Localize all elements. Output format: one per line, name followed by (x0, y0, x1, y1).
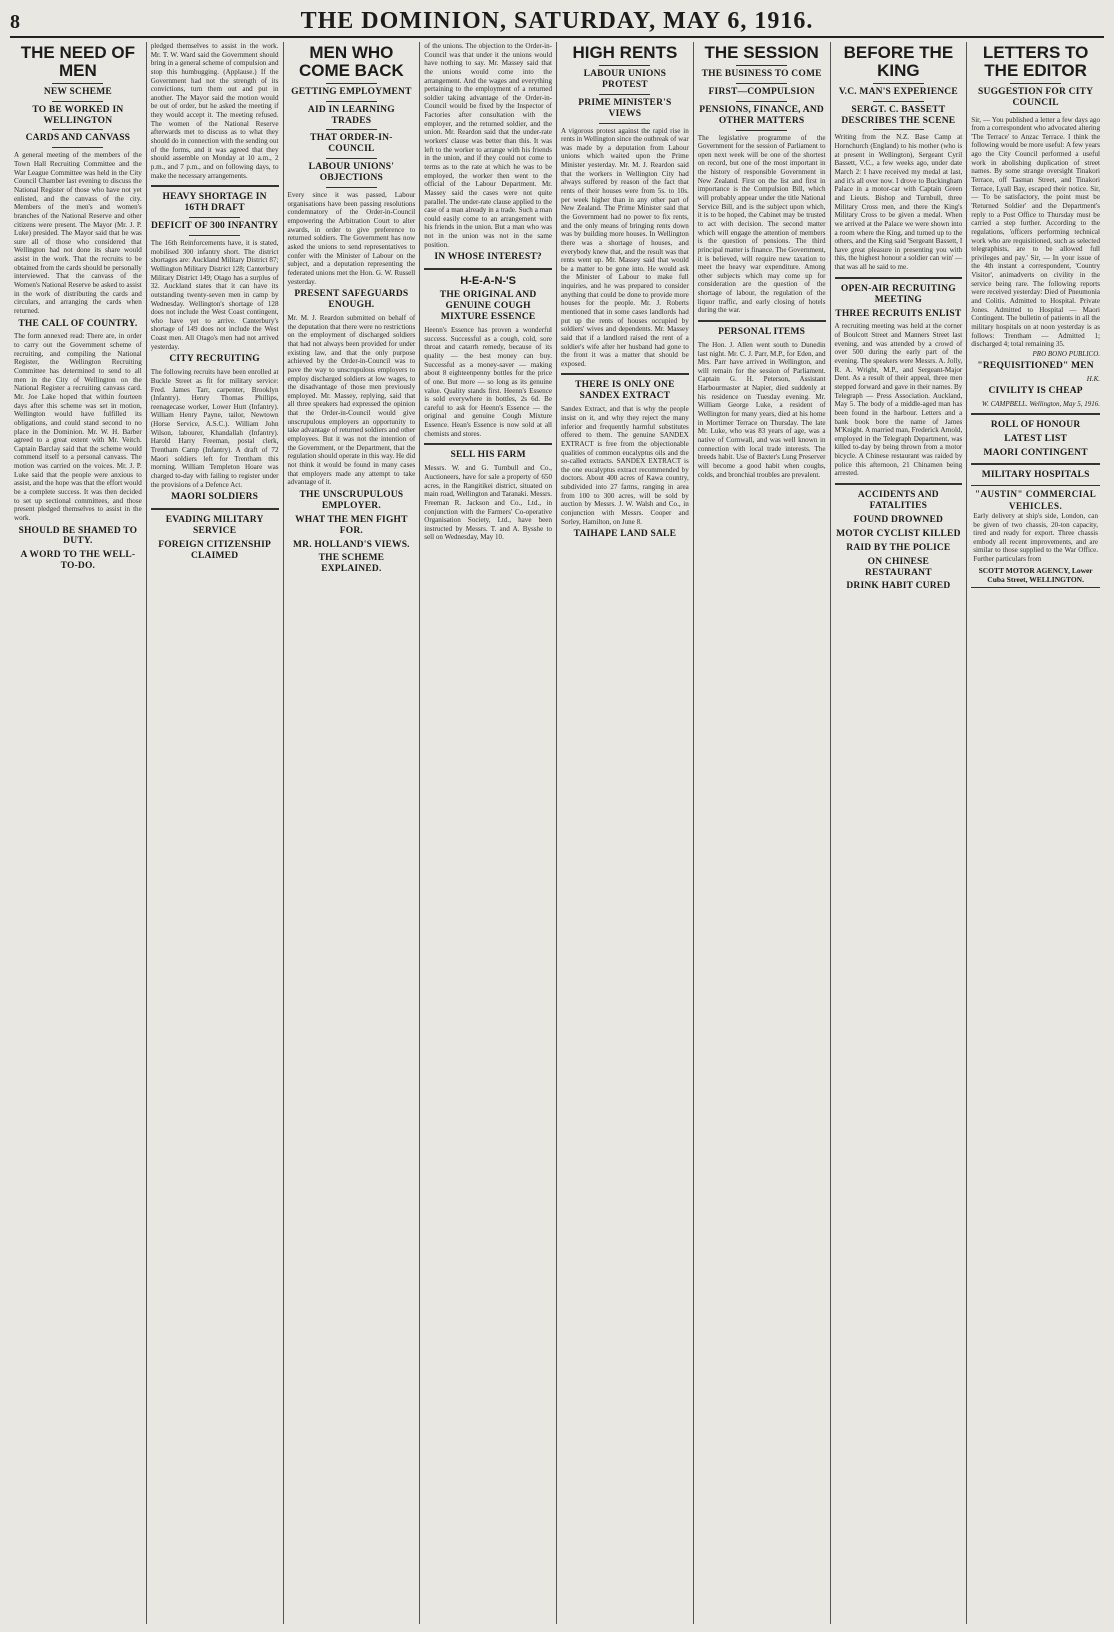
headline-need-of-men: THE NEED OF MEN (20, 43, 136, 80)
article-body: The 16th Reinforcements have, it is stated, mobilised 300 infantry short. The district shortages are: Auckland Military District 87; Wellington Military District 128; Canterbury Military District 149; Otago has a surplus of 32. Auckland states that it can have its outstanding twenty-seven men in camp by Wednesday. Wellington's shortage of 128 does not include the West Coast contingent, who have yet to arrive. Canterbury's shortage of 149 does not include the West Coast men. All Otago's men had not arrived yesterday. (150, 239, 279, 351)
subhead: THAT ORDER-IN-COUNCIL (310, 133, 393, 155)
subhead: RAID BY THE POLICE (846, 542, 951, 553)
column-3 (284, 42, 421, 1624)
subhead: FOREIGN CITIZENSHIP CLAIMED (158, 540, 272, 561)
subhead: V.C. MAN'S EXPERIENCE (838, 86, 958, 97)
advertisement-austin (971, 485, 1100, 588)
subhead: SHOULD BE SHAMED TO DUTY. (18, 525, 138, 547)
headline-men-who-come-back: MEN WHO COME BACK (298, 43, 404, 80)
subhead: EVADING MILITARY SERVICE (165, 515, 264, 537)
subhead: MOTOR CYCLIST KILLED (836, 528, 961, 539)
letter-signature: H.K. (1086, 374, 1100, 383)
subhead: THE CALL OF COUNTRY. (18, 318, 138, 329)
subhead: WHAT THE MEN FIGHT FOR. (295, 514, 408, 536)
letters-body: Sir, — You published a letter a few days ago from a correspondent who advocated altering 'The Terrace' to Anzac Terrace. I think the following would be more useful: A few years ago the City Council performed a useful work in abolishing duplication of street names. By some strange oversight Tinakori Terrace, off Tasman Street, and Tinakori Terrace, Lyall Bay, escaped their notice. Sir, — To be satisfactory, the point must be 'Returned Soldier' and the Department's reply to a Post Office to Thursday must be carried a step further. According to the regulations, 'officers performing technical work who are requisitioned, such as selected telegraphists, are to be allowed full privileges and pay.' Sir, — In your issue of the 4th instant a correspondent, 'Country Visitor', animadverts on civility in the service being rare. The following reports were received yesterday: Died of Pneumonia and Colitis. Admitted to Hospital. Private Jones. Admitted to Hospital — Maori Contingent. The bulletin of patients in all the military hospitals on at noon yesterday is as follows: Trentham — Admitted 1; discharged 4; total remaining 35. (971, 115, 1100, 349)
article-body: A recruiting meeting was held at the corner of Boulcott Street and Manners Street last evening, and was attended by a crowd of over 500 during the early part of the evening. The speakers were Messrs. A. Jolly, R. A. Wright, M.P., and Sergeant-Major Dent. As a result of their appeal, three men stepped forward and gave in their names. By Telegraph — Press Association. Auckland, May 5. The body of a middle-aged man has been found in the harbour. Letters and a bank book bore the name of James M'Knight. A married man, Frederick Arnold, employed in the Telegraph Department, was killed to-day by being thrown from a motor bicycle. A Chinese restaurant was raided by police this afternoon, 21 Chinamen being arrested. (834, 322, 963, 478)
subhead: THERE IS ONLY ONE SANDEX EXTRACT (575, 380, 675, 402)
subhead: ROLL OF HONOUR (990, 419, 1081, 430)
page-number: 8 (10, 11, 20, 33)
ad-heading-heenns: H-E-A-N-'S (460, 275, 517, 288)
subhead: GETTING EMPLOYMENT (291, 86, 412, 97)
column-8 (967, 42, 1104, 1624)
article-body: The legislative programme of the Government for the session of Parliament to open next week will be one of the shortest on record, but one of the most important in the history of responsible Government in New Zealand. First on the list and first in importance is the Compulsion Bill, which will probably appear under the title National Service Bill, and is the subject upon which, it is to be hoped, the Cabinet may be trusted to act with decision. The second matter which will engage the attention of members is the question of pensions. The third principal matter is finance. The Government, it is believed, will require new taxation to meet the heavy war expenditure. Among other subjects which may come up for consideration are the question of the shortage of labour, the regulation of the liquor traffic, and early closing of hotels during the war. (697, 133, 826, 315)
subhead: OPEN-AIR RECRUITING MEETING (840, 283, 956, 305)
subhead: PENSIONS, FINANCE, AND OTHER MATTERS (699, 104, 824, 126)
subhead: CITY RECRUITING (169, 354, 260, 365)
article-body: A general meeting of the members of the Town Hall Recruiting Committee and the War League Committee was held in the City Council Chamber last evening to discuss the National Register of those who have not yet enlisted, and the canvass of the city. Members of the men's and women's branches of the National Reserve and other citizens were present. The Mayor (Mr. J. P. Luke) presided. The Mayor said that he was sure all of those who considered that Wellington had not done its share would assist in the work. That the recruits to be obtained from the cards should be personally interviewed. That the canvass of the Women's National Reserve be asked to assist in the work of distributing the cards and circulars, and arranging the cards when returned. (14, 151, 142, 315)
subhead: TAIHAPE LAND SALE (573, 529, 677, 540)
subhead: MR. HOLLAND'S VIEWS. (292, 539, 410, 550)
ad-body: Early delivery at ship's side, London, can be given of two chassis, 20-ton capacity, tired and ready for export. Three chassis embody all recent improvements, and are similar to those supplied to the War Office. Further particulars from (973, 511, 1098, 564)
article-body: Messrs. W. and G. Turnbull and Co., Auctioneers, have for sale a property of 650 acres, in the Rangitikei district, situated on main road, Wellington and Taranaki. Messrs. Freeman R. Jackson and Co., Ltd., in conjunction with the Farmers' Co-operative Organisation Society, Ltd., have been instructed by Messrs. T. and A. Bysshe to sell on Wednesday, May 10. (424, 464, 552, 542)
column-5 (557, 42, 694, 1624)
subhead: SUGGESTION FOR CITY COUNCIL (978, 86, 1094, 108)
headline-high-rents: HIGH RENTS (572, 43, 678, 62)
subhead: LABOUR UNIONS PROTEST (583, 68, 667, 90)
masthead (10, 8, 1104, 38)
columns (10, 42, 1104, 1624)
subhead: DEFICIT OF 300 INFANTRY (150, 221, 279, 232)
newspaper-title: THE DOMINION, SATURDAY, MAY 6, 1916. (300, 8, 814, 34)
subhead: A WORD TO THE WELL-TO-DO. (20, 550, 136, 572)
subhead: LATEST LIST (1004, 433, 1068, 444)
subhead: THREE RECRUITS ENLIST (835, 308, 962, 319)
article-body: The form annexed read: There are, in order to carry out the Government scheme of recruiting, and compiling the National Register, the Wellington Recruiting Committee has determined to send to all men in the City of Wellington on the National Register a recruiting canvass card. Mr. Joe Lake hoped that within fourteen days after this scheme was set in motion, Wellington would have fulfilled its obligations, and could stand second to no place in the Dominion. Mr. W. H. Barber agreed to a great extent with Mr. Veitch. Captain Barclay said that the scheme would commend itself to a personal canvass. The motion was carried on the voices. Mr. J. P. Luke said that the people were anxious to assist, and the hope was that the effort would be a complete success. It was then decided to set up sectional committees, and those present pledged themselves to assist in the work. (14, 332, 142, 522)
subhead: FOUND DROWNED (853, 514, 944, 525)
advertisement-body: Sandex Extract, and that is why the people insist on it, and why they reject the many inferior and frequently harmful substitutes offered to them. The genuine SANDEX EXTRACT is free from the objectionable qualities of common eucalyptus oils and the so-called extracts. SANDEX EXTRACT is the one eucalyptus extract recommended by doctors. About 400 acres of Kawa country, subdivided into 27 farms, ranging in area from 100 to 300 acres, will be sold by auction by Messrs. J. W. Walsh and Co., in conjunction with Messrs. Cooper and Sorley, Hamilton, on June 8. (561, 405, 689, 526)
headline-letters-to-the-editor: LETTERS TO THE EDITOR (982, 43, 1089, 80)
subhead: SERGT. C. BASSETT DESCRIBES THE SCENE (841, 104, 956, 126)
article-body: Writing from the N.Z. Base Camp at Hornchurch (England) to his mother (who is at present in Wellington), Sergeant Cyril Bassett, V.C., a few weeks ago, under date March 2: I have received my medal at last, and it's all over now. I drove to Buckingham Palace in a motor-car with Captain Green and Lieuts. Bishop and Turnbull, three Military Cross men, and there the King's Military Cross to be given a medal. When we arrived at the Palace we were shown into a room where the King, and turned up to the others, and the King said 'Sergeant Bassett, I have great pleasure in presenting you with this, the highest honour a soldier can win' — that was all he said to me. (834, 133, 963, 272)
subhead: HEAVY SHORTAGE IN 16TH DRAFT (162, 192, 267, 214)
advertisement-body: Heenn's Essence has proven a wonderful success. Successful as a cough, cold, sore throat and catarrh remedy, because of its quality — the best money can buy. Successful as a money-saver — making about 8 eighteenpenny bottles for the price of one. But more — so long as its genuine value. Quality stands first. Heenn's Essence is sold everywhere in bottles, 2s 6d. Be careful to ask for Heenn's Essence — the original and genuine Cough Mixture Essence. Hean's Essence is now sold at all chemists and stores. (424, 326, 552, 438)
article-body: The Hon. J. Allen went south to Dunedin last night. Mr. C. J. Parr, M.P., for Eden, and Mrs. Parr have arrived in Wellington, and will remain for the session of Parliament. Captain G. H. Peterson, Assistant Harbourmaster at Napier, died suddenly at his residence on Tuesday evening. Mr. William George Luke, a resident of Wellington for many years, died at his home in Mortimer Terrace on Thursday. The late Mr. Luke, who was 83 years of age, was a native of Cornwall, and was well known in connection with local trade interests. The breeds habit. Use of Baxter's Lung Preserver will become a good habit when coughs, colds, and bronchial troubles are prevalent. (697, 340, 826, 479)
subhead: DRINK HABIT CURED (846, 581, 951, 592)
subhead: MILITARY HOSPITALS (981, 470, 1090, 481)
column-6 (694, 42, 831, 1624)
letter-signature: PRO BONO PUBLICO. (1032, 349, 1100, 358)
subhead: ON CHINESE RESTAURANT (864, 556, 932, 578)
subhead: MAORI CONTINGENT (983, 447, 1088, 458)
subhead: ACCIDENTS AND FATALITIES (857, 490, 939, 511)
subhead: PRESENT SAFEGUARDS ENOUGH. (294, 289, 409, 311)
headline-the-session: THE SESSION (704, 43, 819, 62)
ad-footer: SCOTT MOTOR AGENCY, Lower Cuba Street, WELLINGTON. (978, 565, 1093, 585)
subhead: THE UNSCRUPULOUS EMPLOYER. (299, 489, 404, 511)
subhead: IN WHOSE INTEREST? (434, 252, 542, 263)
ad-heading: "AUSTIN" COMMERCIAL VEHICLES. (975, 489, 1097, 511)
article-body: Every since it was passed, Labour organisations have been passing resolutions condemnatory of the Order-in-Council empowering the Arbitration Court to alter awards, in order to give preference to returned soldiers. The Government has now asked the unions to send representatives to confer with the Minister of Labour on the subject, and a deputation representing the federated unions met the Hon. G. W. Russell yesterday. (287, 191, 416, 286)
subhead: THE ORIGINAL AND GENUINE COUGH MIXTURE ESSENCE (439, 290, 537, 323)
subhead: "REQUISITIONED" MEN (977, 360, 1094, 371)
headline-before-the-king: BEFORE THE KING (843, 43, 954, 80)
column-7 (831, 42, 968, 1624)
subhead: CARDS AND CANVASS (25, 133, 131, 144)
article-body: Mr. M. J. Reardon submitted on behalf of the deputation that there were no restrictions on the employment of discharged soldiers that had not always been provided for under existing law, and that the only purpose achieved by the Order-in-Council was to pave the way to unscrupulous employers to employ discharged soldiers at low wages, to the disadvantage of those men previously employed. Mr. Massey, replying, said that all three speakers had expressed the opinion that the Order-in-Council would give unscrupulous employers an opportunity to take advantage of returned soldiers and other employees. But it was not the intention of the Government, or the Department, that the regulation should operate in this way. He did not think it would be found in many cases that employers made any attempt to take advantage of it. (287, 314, 416, 487)
subhead: SELL HIS FARM (450, 450, 526, 461)
article-body: The following recruits have been enrolled at Buckle Street as fit for military service: Fred. James Tarr, carpenter, Brooklyn (Infantry). Henry Thomas Phillips, reenagecase worker, Lower Hutt (Infantry). William Henry Payne, tailor, Newtown (Horse Service, A.S.C.). William John Wilson, labourer, Khandallah (Infantry). Harold Harry Freeman, postal clerk, Trentham Camp (Infantry). A draft of 72 Maori soldiers left for Trentham this morning. William Templeton Hoare was charged to-day with failing to register under the provisions of a Defence Act. (150, 368, 279, 489)
subhead: AID IN LEARNING TRADES (307, 104, 395, 126)
column-2 (147, 42, 284, 1624)
article-body: A vigorous protest against the rapid rise in rents in Wellington since the outbreak of war was made by a deputation from Labour unions which waited upon the Prime Minister yesterday. Mr. M. J. Reardon said that the workers in Wellington City had always suffered by reason of the fact that rents of their houses were from 5s. to 10s. per week higher than in any other part of New Zealand. The Prime Minister said that the Government had no power to fix rents, and the only means of bringing rents down was by building more houses. In Wellington there was a shortage of houses, and everybody knew that, and the result was that rents went up. Mr. Massey said that would be a matter to be gone into. He would ask the Minister of Labour to make full inquiries, and he was prepared to consider anything that could be done to provide more houses for the people. Mr. J. Roberts mentioned that in some cases landlords had put up the rents of houses occupied by soldiers' wives and dependents. Mr. Massey said that if a landlord raised the rent of a soldier's wife after her husband had gone to the front it was a matter that should be exposed. (561, 126, 689, 368)
subhead: CIVILITY IS CHEAP (988, 385, 1083, 396)
column-1 (10, 42, 147, 1624)
column-4 (420, 42, 557, 1624)
subhead: PERSONAL ITEMS (718, 326, 806, 337)
subhead: TO BE WORKED IN WELLINGTON (32, 104, 124, 126)
subhead: MAORI SOLDIERS (171, 492, 259, 503)
subhead: PRIME MINISTER'S VIEWS (578, 97, 672, 119)
subhead: FIRST—COMPULSION (708, 86, 815, 97)
subhead: LABOUR UNIONS' OBJECTIONS (308, 162, 395, 184)
article-body: pledged themselves to assist in the work. Mr. T. W. Ward said the Government should bring in a general scheme of compulsion and stop this humbugging. (Applause.) If the Government had not the strength of its convictions, turn them out and put in another. The Mayor said the motion would be out of order, but he asked the meeting if they would accept it. The meeting refused. The women of the National Reserve afterwards met to discuss as to what they should do in connection with the sending out of the forms, and it was agreed that they should assemble on Monday at 10 a.m., 2 p.m., and 7 p.m., and on following days, to make the necessary arrangements. (150, 42, 279, 180)
subhead: THE BUSINESS TO COME (701, 68, 822, 79)
subhead: THE SCHEME EXPLAINED. (318, 553, 385, 575)
letter-signature: W. CAMPBELL. Wellington, May 5, 1916. (981, 399, 1100, 408)
article-body: of the unions. The objection to the Order-in-Council was that under it the unions would have nothing to say. Mr. Massey said that the unions would come into the arrangement. And the wages and everything pertaining to the employment of a returned soldier taking advantage of the Order-in-Council would be fixed by the Inspector of Factories after consultation with the employer, and the returned soldier, and the union. Mr. Reardon said that the under-rate workers' clause was better than this. It was left to the worker to arrange with his friends in the union, and if they could not come to terms as to the rate at which he was to be employed, the worker then went to the official of the Labour Department. Mr. Massey said the cases were not quite parallel. The under-rate clause applied to the case of a man already in a trade. Such a man could easily come to an arrangement with his friends in the union. But a man who was not in the union was not in the same position. (424, 42, 552, 249)
subhead: NEW SCHEME (43, 86, 112, 97)
